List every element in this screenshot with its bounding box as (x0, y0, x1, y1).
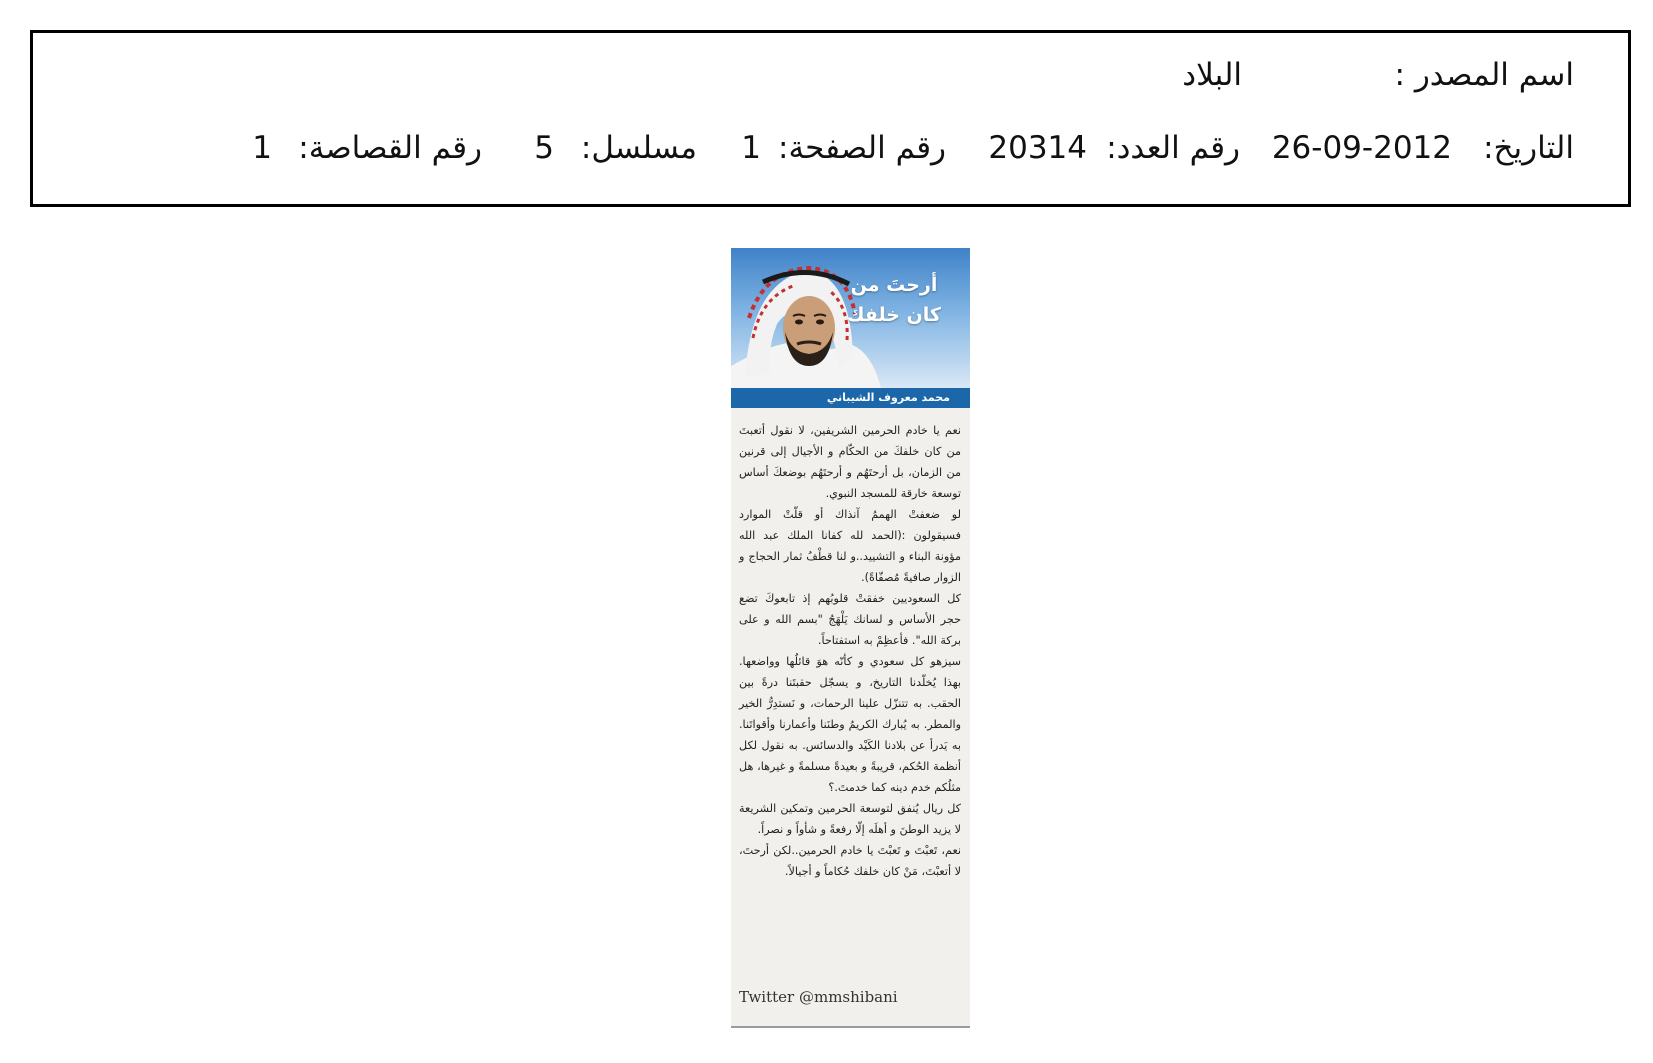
article-paragraph: كل ريال يُنفق لتوسعة الحرمين وتمكين الشريعة لا يزيد الوطنَ و أهلَه إلّا رفعةً و شأواً و نصراً. (739, 802, 961, 836)
metadata-box (30, 30, 1631, 207)
serial-label: مسلسل: (580, 130, 697, 166)
article-body (739, 420, 961, 882)
date-label: التاريخ: (1483, 130, 1574, 166)
date-value: 26-09-2012 (1271, 130, 1452, 166)
article-paragraph: نعم، تَعبْتَ و تَعبْتَ يا خادم الحرمين..لكن أرحتَ، لا أتعبْتَ، مَنْ كان خلفك حُكاماً و أجيالاً. (739, 844, 961, 878)
article-paragraph: سيزهو كل سعودي و كأنّه هوَ قائلُها وواضعها. بهذا يُخلّدنا التاريخ، و يسجّل حقبتَنا درةً بين الحقب. به تتنزّل علينا الرحمات، و نَستدِرُّ الخير والمطر. به يُبارك الكريمُ وطنَنا وأعمارنا وأقواتَنا. به يَدرأ عن بلادنا الكَيْد والدسائس. به نقول لكل أنظمة الحُكم، قريبةً و بعيدةً مسلمةً و غيرها، هل مثلُكم خدم دينه كما خدمتَ.؟ (739, 655, 961, 794)
source-value: البلاد (1182, 57, 1242, 93)
column-headline (834, 270, 954, 330)
serial-value: 5 (534, 130, 554, 166)
issue-label: رقم العدد: (1106, 130, 1240, 166)
clip-label: رقم القصاصة: (298, 130, 482, 166)
column-header (731, 248, 970, 388)
clip-value: 1 (252, 130, 272, 166)
article-paragraph: كل السعوديين خفقتْ قلوبُهم إذ تابعوكَ تضع حجر الأساس و لسانك يَلْهَجُ "بسم الله و على بركة الله". فأعظِمْ به استفتاحاً. (739, 592, 961, 647)
page-value: 1 (741, 130, 761, 166)
source-label: اسم المصدر : (1394, 57, 1574, 93)
headline-line-1: أرحتَ من (850, 274, 938, 296)
article-paragraph: لو ضعفتْ الهممُ آنذاك أو قلّتْ الموارد فسيقولون :(الحمد لله كفانا الملك عبد الله مؤونة البناء و التشييد..و لنا قطْفُ ثمار الحجاج و الزوار صافيةً مُصفّاةً). (739, 508, 961, 584)
author-name-bar: محمد معروف الشيباني (731, 388, 970, 408)
newspaper-clipping (731, 248, 970, 1028)
headline-line-2: كان خلفك (847, 304, 941, 326)
article-paragraph: نعم يا خادم الحرمين الشريفين، لا نقول أتعبتَ من كان خلفكَ من الحكّام و الأجيال إلى قرنين من الزمان، بل أرحتَهُم و أرحتَهُم بوضعكَ أساس توسعة خارقة للمسجد النبوي. (739, 424, 961, 500)
twitter-handle: Twitter @mmshibani (739, 988, 898, 1006)
page-label: رقم الصفحة: (778, 130, 946, 166)
issue-value: 20314 (988, 130, 1087, 166)
